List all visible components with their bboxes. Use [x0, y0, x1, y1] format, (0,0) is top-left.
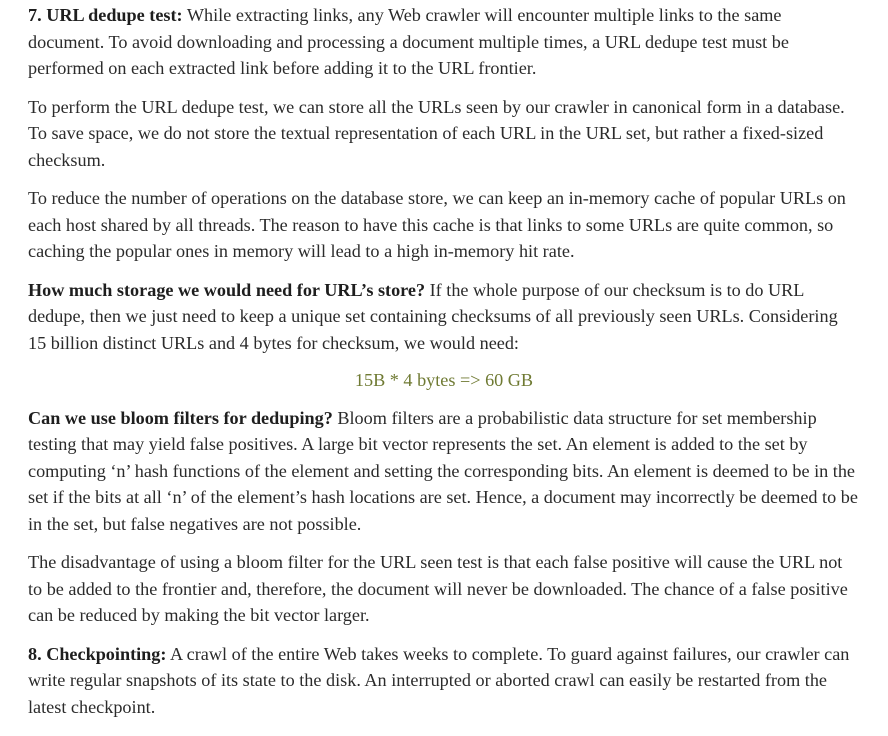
heading-bloom-filters-question: Can we use bloom filters for deduping?: [28, 407, 333, 428]
paragraph-url-dedupe-test: [28, 2, 860, 82]
paragraph-storage-estimate: [28, 277, 860, 357]
paragraph-bloom-filters: [28, 405, 860, 538]
heading-checkpointing: 8. Checkpointing:: [28, 643, 167, 664]
paragraph-text: A crawl of the entire Web takes weeks to complete. To guard against failures, our crawler can write regular snapshots of its state to the disk. An interrupted or aborted crawl can easily be restarted from the latest checkpoint.: [28, 643, 850, 717]
paragraph-bloom-filter-disadvantage: [28, 549, 860, 629]
storage-formula: 15B * 4 bytes => 60 GB: [354, 370, 534, 390]
paragraph-text: Bloom filters are a probabilistic data structure for set membership testing that may yield false positives. A large bit vector represents the set. An element is added to the set by computing ‘n’ hash functions of the element and setting the corresponding bits. An element is deemed to be in the set if the bits at all ‘n’ of the element’s hash locations are set. Hence, a document may incorrectly be deemed to be in the set, but false negatives are not possible.: [28, 407, 858, 534]
paragraph-text: If the whole purpose of our checksum is to do URL dedupe, then we just need to keep a unique set containing checksums of all previously seen URLs. Considering 15 billion distinct URLs and 4 bytes for checksum, we would need:: [28, 279, 838, 353]
paragraph-in-memory-cache: [28, 185, 860, 265]
paragraph-canonical-form-storage: [28, 94, 860, 174]
heading-storage-question: How much storage we would need for URL’s store?: [28, 279, 426, 300]
paragraph-text: To perform the URL dedupe test, we can store all the URLs seen by our crawler in canonical form in a database. To save space, we do not store the textual representation of each URL in the URL set, but rather a fixed-sized checksum.: [28, 96, 845, 170]
heading-url-dedupe-test: 7. URL dedupe test:: [28, 5, 183, 25]
paragraph-text: While extracting links, any Web crawler will encounter multiple links to the same document. To avoid downloading and processing a document multiple times, a URL dedupe test must be performed on each extracted link before adding it to the URL frontier.: [28, 5, 789, 78]
paragraph-text: To reduce the number of operations on the database store, we can keep an in-memory cache of popular URLs on each host shared by all threads. The reason to have this cache is that links to some URLs are quite common, so caching the popular ones in memory will lead to a high in-memory hit rate.: [28, 188, 846, 261]
paragraph-checkpointing: [28, 641, 860, 721]
paragraph-text: The disadvantage of using a bloom filter for the URL seen test is that each false positive will cause the URL not to be added to the frontier and, therefore, the document will never be downloaded. The chance of a false positive can be reduced by making the bit vector larger.: [28, 552, 848, 625]
